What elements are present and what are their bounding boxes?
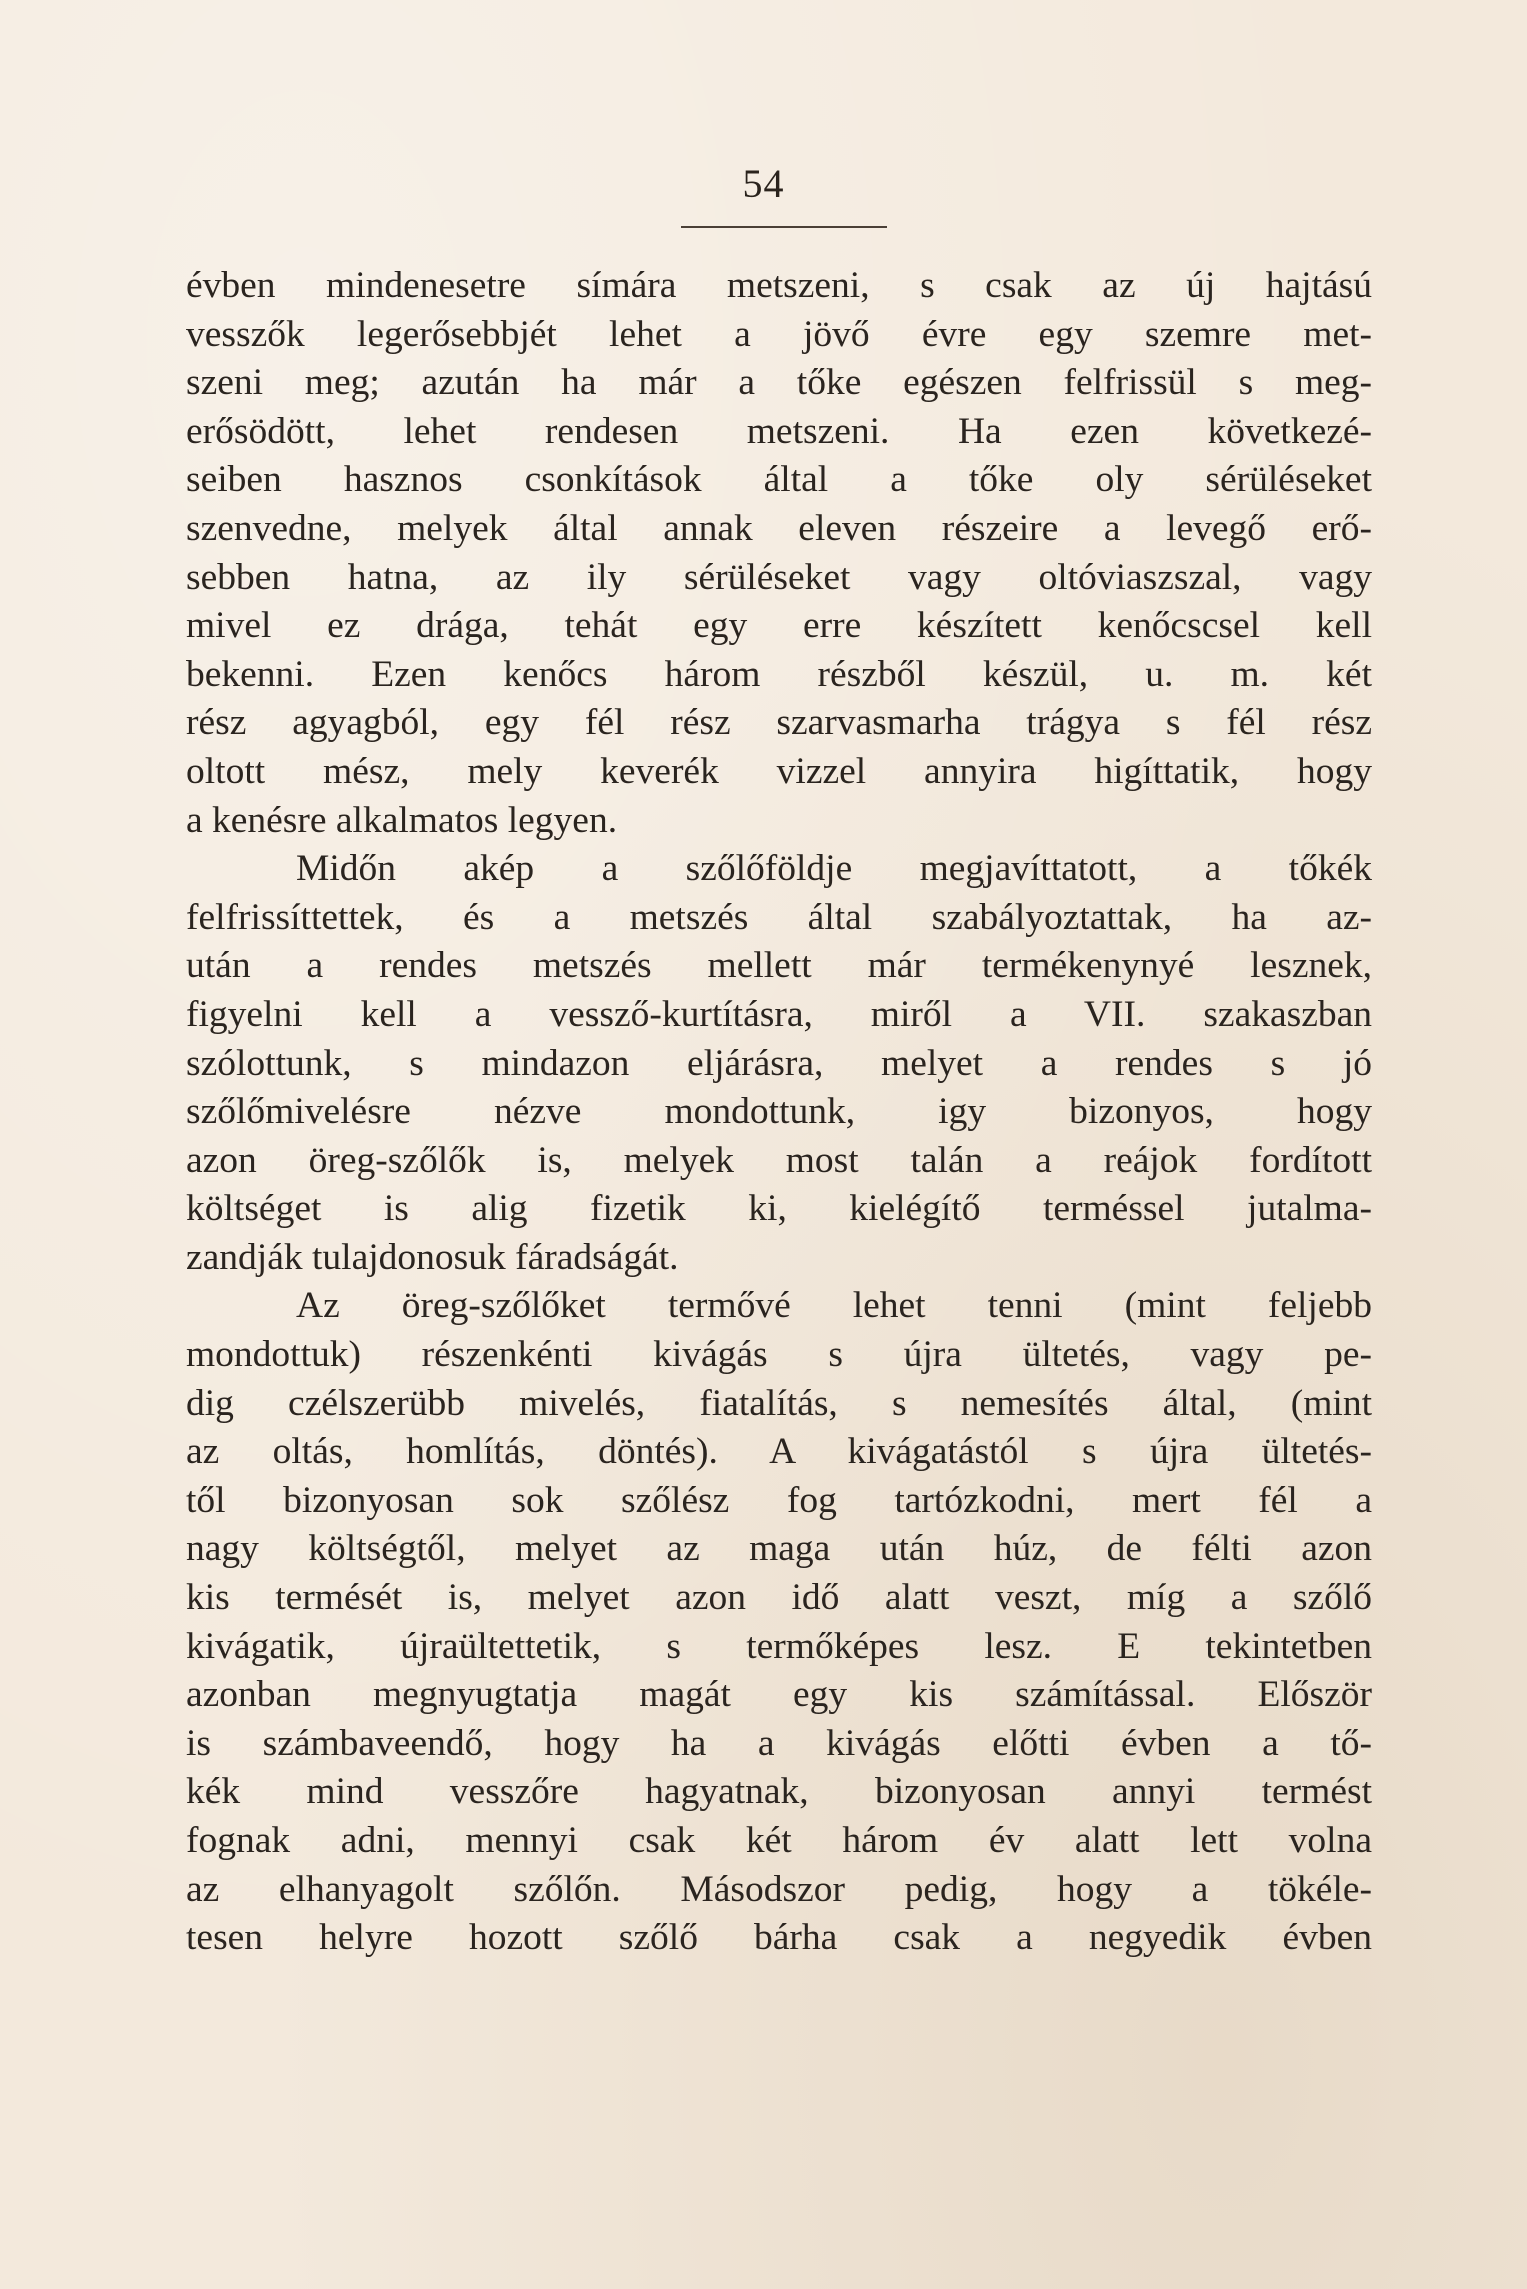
- text-line: rész agyagból, egy fél rész szarvasmarha trágya s fél rész: [186, 702, 1372, 744]
- body-text: [186, 262, 1372, 1963]
- text-line: mivel ez drága, tehát egy erre készített kenőcscsel kell: [186, 605, 1372, 647]
- text-line: dig czélszerübb mivelés, fiatalítás, s nemesítés által, (mint: [186, 1382, 1372, 1424]
- text-line: felfrissíttettek, és a metszés által szabályoztattak, ha az-: [186, 896, 1372, 938]
- text-line: szőlőmivelésre nézve mondottunk, igy bizonyos, hogy: [186, 1091, 1372, 1133]
- text-line: Az öreg-szőlőket termővé lehet tenni (mint feljebb: [296, 1285, 1372, 1327]
- text-line: szenvedne, melyek által annak eleven részeire a levegő erő-: [186, 507, 1372, 549]
- text-line: Midőn akép a szőlőföldje megjavíttatott, a tőkék: [296, 848, 1372, 890]
- text-line: az oltás, homlítás, döntés). A kivágatástól s újra ültetés-: [186, 1431, 1372, 1473]
- text-line: évben mindenesetre símára metszeni, s csak az új hajtású: [186, 265, 1372, 306]
- text-line: figyelni kell a vessző-kurtításra, miről a VII. szakaszban: [186, 993, 1372, 1035]
- header-rule: [681, 226, 887, 228]
- text-line: seiben hasznos csonkítások által a tőke oly sérüléseket: [186, 459, 1372, 501]
- text-line: a kenésre alkalmatos legyen.: [186, 799, 618, 841]
- text-line: azon öreg-szőlők is, melyek most talán a reájok fordított: [186, 1139, 1372, 1181]
- text-line: szeni meg; azután ha már a tőke egészen felfrissül s meg-: [186, 362, 1372, 404]
- text-line: vesszők legerősebbjét lehet a jövő évre egy szemre met-: [186, 313, 1372, 355]
- text-line: erősödött, lehet rendesen metszeni. Ha ezen következé-: [186, 410, 1372, 452]
- text-line: kivágatik, újraültettetik, s termőképes lesz. E tekintetben: [186, 1625, 1372, 1667]
- text-line: sebben hatna, az ily sérüléseket vagy oltóviaszszal, vagy: [186, 556, 1372, 598]
- text-line: mondottuk) részenkénti kivágás s újra ültetés, vagy pe-: [186, 1334, 1372, 1376]
- text-line: kék mind vesszőre hagyatnak, bizonyosan annyi termést: [186, 1771, 1372, 1813]
- text-line: fognak adni, mennyi csak két három év alatt lett volna: [186, 1820, 1372, 1861]
- text-line: szólottunk, s mindazon eljárásra, melyet a rendes s jó: [186, 1042, 1372, 1084]
- text-line: az elhanyagolt szőlőn. Másodszor pedig, hogy a tökéle-: [186, 1868, 1372, 1910]
- text-line: zandják tulajdonosuk fáradságát.: [186, 1236, 679, 1278]
- text-line: is számbaveendő, hogy ha a kivágás előtti évben a tő-: [186, 1722, 1372, 1764]
- text-line: után a rendes metszés mellett már termékenynyé lesznek,: [186, 945, 1372, 987]
- text-line: azonban megnyugtatja magát egy kis számítással. Először: [186, 1674, 1372, 1716]
- text-line: nagy költségtől, melyet az maga után húz, de félti azon: [186, 1528, 1372, 1570]
- text-line: költséget is alig fizetik ki, kielégítő terméssel jutalma-: [186, 1188, 1372, 1230]
- text-line: től bizonyosan sok szőlész fog tartózkodni, mert fél a: [186, 1479, 1372, 1521]
- page-number: 54: [742, 161, 785, 206]
- text-line: kis termését is, melyet azon idő alatt veszt, míg a szőlő: [186, 1577, 1372, 1619]
- text-line: tesen helyre hozott szőlő bárha csak a negyedik évben: [186, 1917, 1372, 1959]
- text-line: bekenni. Ezen kenőcs három részből készül, u. m. két: [186, 653, 1372, 695]
- text-line: oltott mész, mely keverék vizzel annyira higíttatik, hogy: [186, 750, 1372, 792]
